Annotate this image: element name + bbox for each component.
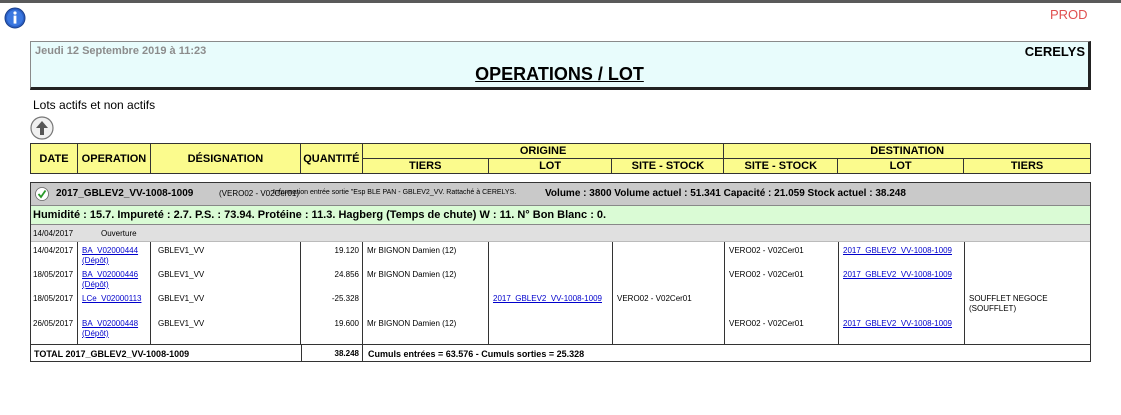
- lot-header: [31, 183, 1090, 206]
- lot-link[interactable]: 2017_GBLEV2_VV-1008-1009: [493, 294, 602, 303]
- arrow-up-icon[interactable]: [30, 116, 54, 140]
- report-header: [30, 41, 1091, 90]
- col-origine-lot[interactable]: LOT: [488, 159, 612, 174]
- col-dest-site[interactable]: SITE - STOCK: [724, 159, 838, 174]
- lot-stats: Volume : 3800 Volume actuel : 51.341 Capacité : 21.059 Stock actuel : 38.248: [545, 188, 906, 199]
- lot-location: (VERO02 - V02Cer01): [219, 189, 300, 198]
- report-subtitle: Lots actifs et non actifs: [33, 98, 156, 112]
- opening-label: Ouverture: [101, 229, 137, 238]
- total-quantite: 38.248: [334, 349, 359, 358]
- lot-block: [30, 182, 1091, 362]
- lot-info: Information entrée sortie "Esp BLE PAN - GBLEV2_VV. Rattaché à CERELYS.: [273, 189, 517, 196]
- opening-date: 14/04/2017: [33, 229, 74, 238]
- operations-table: 14/04/2017 BA_V02000444 (Dépôt) GBLEV1_VV 19.120 Mr BIGNON Damien (12) VERO02 - V02Cer01 2017_GBLEV2_VV-1008-1009 18/05/2017 BA_V02000446 (Dépôt) GBLEV1_VV 24.856 Mr BIGNON Damien (12) VERO02 - V02Cer01 2017_GBLEV2_VV-1008-1009 18/05/2017 LCe_V02000113 GBLEV1_VV -25.328 2017_GBLEV2_VV-1008-1009 VERO02 - V02Cer01 SOUFFLET NEGOCE (SOUFFLET) 26/05/2017 BA_V02000448 (Dépôt) GBLEV1_VV 19.600 Mr BIGNON Damien (12) VERO02 - V02Cer01 2017_GBLEV2_VV-1008-1009: [31, 242, 1090, 344]
- col-dest-tiers[interactable]: TIERS: [964, 159, 1091, 174]
- page-title: OPERATIONS / LOT: [475, 64, 644, 84]
- col-designation[interactable]: DÉSIGNATION: [150, 144, 300, 174]
- col-group-origine: ORIGINE: [362, 144, 724, 159]
- lot-name: 2017_GBLEV2_VV-1008-1009: [56, 188, 194, 199]
- lot-link[interactable]: 2017_GBLEV2_VV-1008-1009: [843, 246, 952, 255]
- total-label: TOTAL 2017_GBLEV2_VV-1008-1009: [34, 349, 190, 359]
- company-name: CERELYS: [1024, 44, 1085, 59]
- operation-link[interactable]: BA_V02000444: [82, 246, 139, 255]
- operation-link[interactable]: BA_V02000446: [82, 270, 139, 279]
- col-origine-site[interactable]: SITE - STOCK: [612, 159, 724, 174]
- operation-link[interactable]: LCe_V02000113: [82, 294, 142, 303]
- environment-label: PROD: [1050, 7, 1088, 22]
- lot-link[interactable]: 2017_GBLEV2_VV-1008-1009: [843, 319, 952, 328]
- info-icon[interactable]: [4, 7, 26, 29]
- operation-link[interactable]: BA_V02000448: [82, 319, 139, 328]
- top-border: [0, 0, 1121, 3]
- col-group-destination: DESTINATION: [724, 144, 1091, 159]
- col-origine-tiers[interactable]: TIERS: [362, 159, 488, 174]
- check-icon[interactable]: [35, 187, 49, 201]
- total-cumuls: Cumuls entrées = 63.576 - Cumuls sorties = 25.328: [368, 349, 585, 359]
- col-quantite[interactable]: QUANTITÉ: [300, 144, 362, 174]
- lot-quality: Humidité : 15.7. Impureté : 2.7. P.S. : 73.94. Protéine : 11.3. Hagberg (Temps de chute) W : 11. N° Bon Blanc : 0.: [31, 206, 1090, 225]
- col-operation[interactable]: OPERATION: [77, 144, 150, 174]
- opening-row: [31, 225, 1090, 242]
- report-date: Jeudi 12 Septembre 2019 à 11:23: [35, 45, 207, 57]
- lot-link[interactable]: 2017_GBLEV2_VV-1008-1009: [843, 270, 952, 279]
- col-date[interactable]: DATE: [31, 144, 78, 174]
- col-dest-lot[interactable]: LOT: [838, 159, 964, 174]
- column-headers: [30, 143, 1091, 174]
- total-row: [31, 344, 1090, 361]
